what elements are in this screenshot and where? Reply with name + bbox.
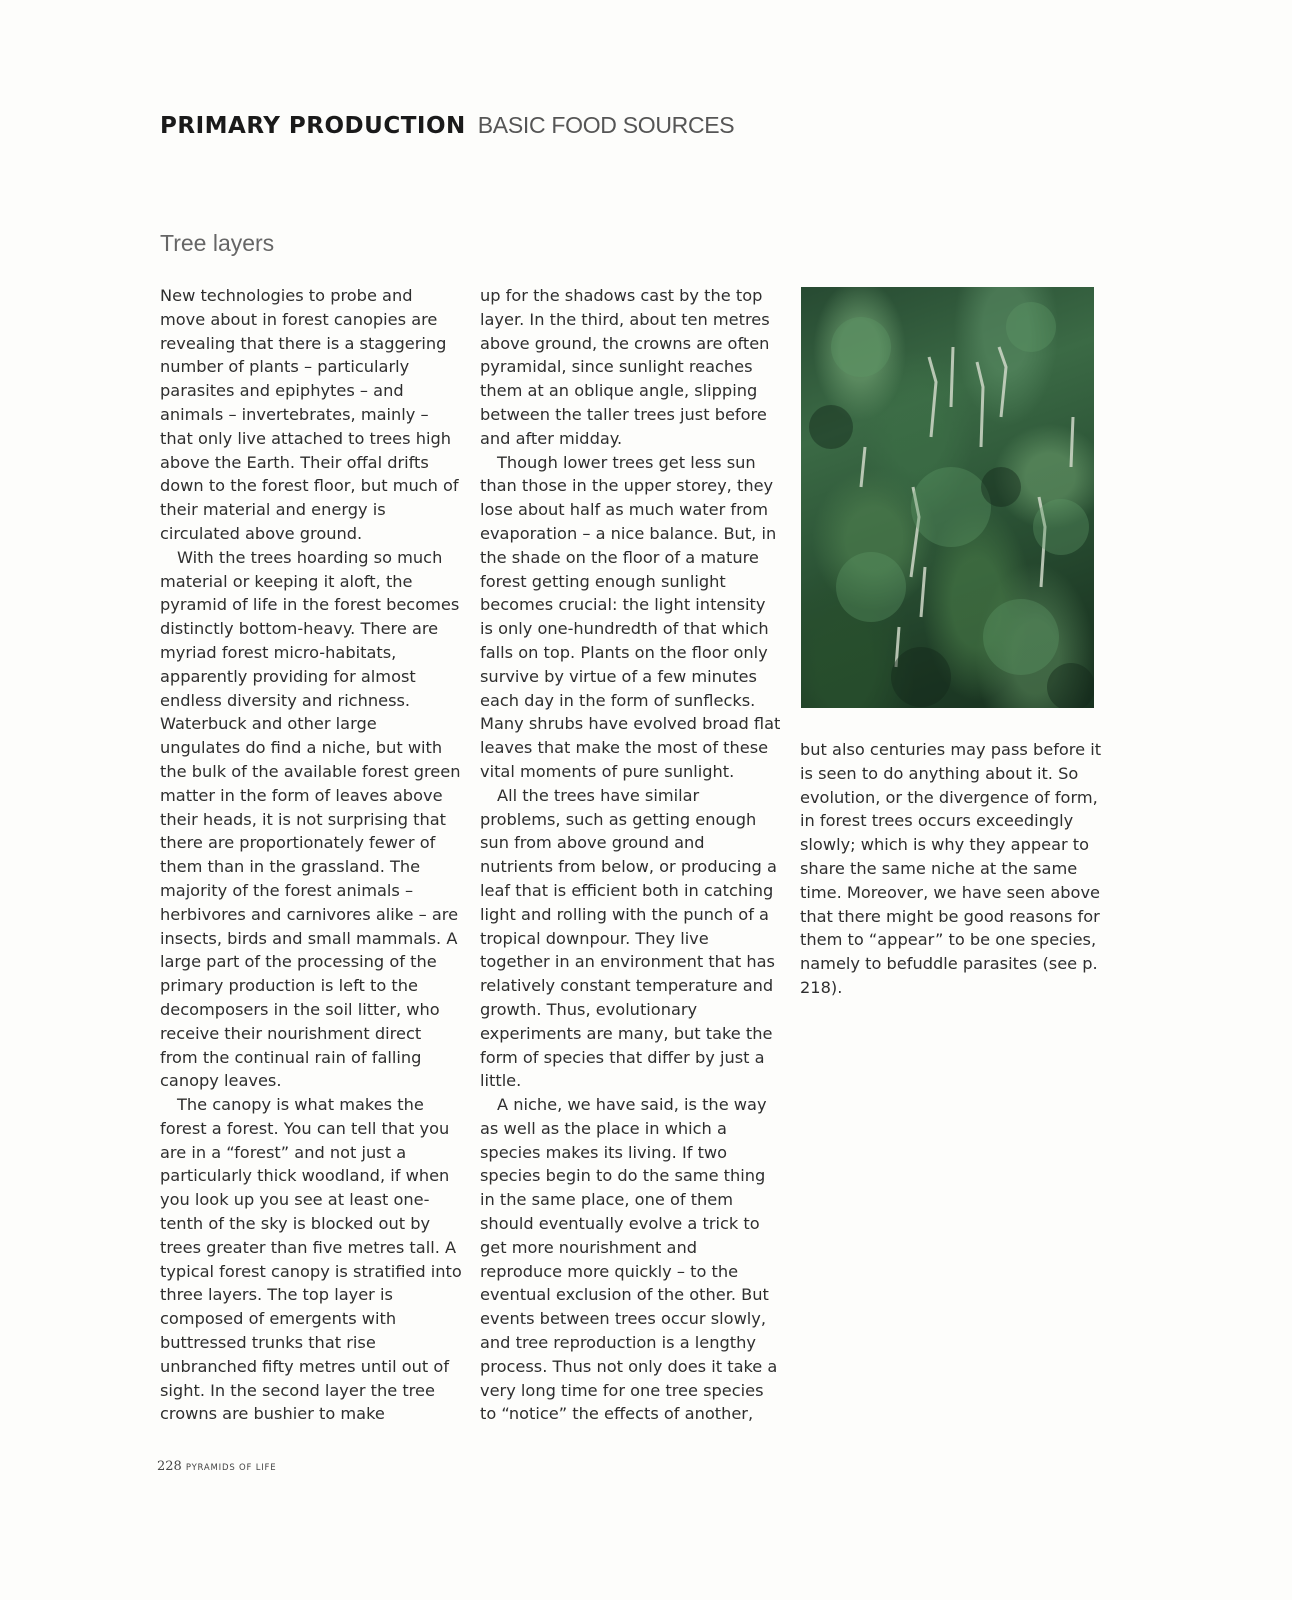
paragraph: up for the shadows cast by the top layer. In the third, about ten metres above ground, the crowns are often pyramidal, since sunlight reaches them at an oblique angle, slipping between the taller trees just before and after midday. <box>480 286 770 448</box>
book-section-label: PYRAMIDS OF LIFE <box>185 1463 277 1473</box>
paragraph: A niche, we have said, is the way as well as the place in which a species makes its living. If two species begin to do the same thing in the same place, one of them should eventually evolve a trick to get more nourishment and reproduce more quickly – to the eventual exclusion of the other. But events between trees occur slowly, and tree reproduction is a lengthy process. Thus not only does it take a very long time for one tree species to “notice” the effects of another, <box>480 1095 778 1424</box>
text-column-1 <box>160 284 462 1426</box>
forest-canopy-photo <box>801 287 1094 708</box>
paragraph: With the trees hoarding so much material or keeping it aloft, the pyramid of life in the forest becomes distinctly bottom-heavy. There are myriad forest micro-habitats, apparently providing for almost endless diversity and richness. Waterbuck and other large ungulates do find a niche, but with the bulk of the available forest green matter in the form of leaves above their heads, it is not surprising that there are proportionately fewer of them than in the grassland. The majority of the forest animals – herbivores and carnivores alike – are insects, birds and small mammals. A large part of the processing of the primary production is left to the decomposers in the soil litter, who receive their nourishment direct from the continual rain of falling canopy leaves. <box>160 547 461 1091</box>
text-column-2 <box>480 284 782 1426</box>
paragraph: All the trees have similar problems, such as getting enough sun from above ground and nutrients from below, or producing a leaf that is efficient both in catching light and rolling with the punch of a tropical downpour. They live together in an environment that has relatively constant temperature and growth. Thus, evolutionary experiments are many, but take the form of species that differ by just a little. <box>480 785 777 1091</box>
running-header <box>160 112 734 139</box>
header-title-bold: PRIMARY PRODUCTION <box>160 113 466 139</box>
text-column-3 <box>800 738 1102 1000</box>
section-title: Tree layers <box>160 230 275 256</box>
page-footer <box>157 1455 276 1474</box>
tree-trunks-illustration <box>801 287 1094 708</box>
paragraph: but also centuries may pass before it is seen to do anything about it. So evolution, or the divergence of form, in forest trees occurs exceedingly slowly; which is why they appear to share the same niche at the same time. Moreover, we have seen above that there might be good reasons for them to “appear” to be one species, namely to befuddle parasites (see p. 218). <box>800 740 1102 997</box>
page-number: 228 <box>157 1459 182 1474</box>
paragraph: New technologies to probe and move about in forest canopies are revealing that there is a staggering number of plants – particularly parasites and epiphytes – and animals – invertebrates, mainly – that only live attached to trees high above the Earth. Their offal drifts down to the forest floor, but much of their material and energy is circulated above ground. <box>160 286 459 543</box>
paragraph: Though lower trees get less sun than those in the upper storey, they lose about half as much water from evaporation – a nice balance. But, in the shade on the floor of a mature forest getting enough sunlight becomes crucial: the light intensity is only one-hundredth of that which falls on top. Plants on the floor only survive by virtue of a few minutes each day in the form of sunflecks. Many shrubs have evolved broad flat leaves that make the most of these vital moments of pure sunlight. <box>480 452 781 781</box>
paragraph: The canopy is what makes the forest a forest. You can tell that you are in a “forest” and not just a particularly thick woodland, if when you look up you see at least one-tenth of the sky is blocked out by trees greater than five metres tall. A typical forest canopy is stratified into three layers. The top layer is composed of emergents with buttressed trunks that rise unbranched fifty metres until out of sight. In the second layer the tree crowns are bushier to make <box>160 1095 462 1424</box>
header-title-light: BASIC FOOD SOURCES <box>477 112 735 138</box>
